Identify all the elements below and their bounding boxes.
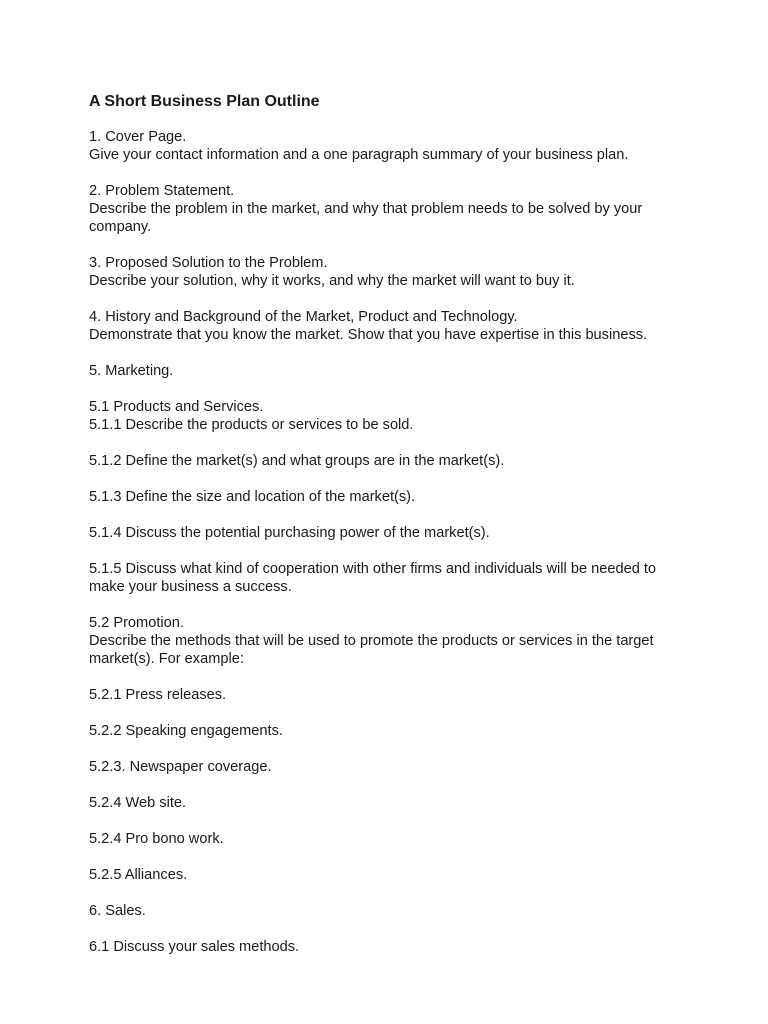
section-text: Give your contact information and a one paragraph summary of your business plan. — [89, 147, 629, 163]
outline-section — [89, 902, 689, 920]
section-heading: 3. Proposed Solution to the Problem. — [89, 255, 328, 271]
outline-section — [89, 398, 689, 434]
outline-section — [89, 686, 689, 704]
outline-body — [89, 128, 689, 956]
outline-section — [89, 830, 689, 848]
outline-section — [89, 254, 689, 290]
outline-section — [89, 722, 689, 740]
section-text: Describe your solution, why it works, and why the market will want to buy it. — [89, 273, 575, 289]
section-heading: 2. Problem Statement. — [89, 183, 235, 199]
outline-section — [89, 362, 689, 380]
outline-section — [89, 794, 689, 812]
section-heading: 5.2.2 Speaking engagements. — [89, 723, 283, 739]
section-heading: 5.2 Promotion. — [89, 615, 184, 631]
section-heading: 5.1.4 Discuss the potential purchasing power of the market(s). — [89, 525, 490, 541]
section-heading: 5.2.4 Web site. — [89, 795, 187, 811]
outline-section — [89, 866, 689, 884]
section-text: Demonstrate that you know the market. Show that you have expertise in this business. — [89, 327, 648, 343]
section-heading: 5.1.5 Discuss what kind of cooperation with other firms and individuals will be needed to make your business a success. — [89, 561, 657, 595]
outline-section — [89, 452, 689, 470]
section-text: Describe the methods that will be used to promote the products or services in the target market(s). For example: — [89, 633, 654, 667]
section-heading: 5.1.2 Define the market(s) and what groups are in the market(s). — [89, 453, 505, 469]
section-heading: 5.2.4 Pro bono work. — [89, 831, 224, 847]
section-heading: 4. History and Background of the Market, Product and Technology. — [89, 309, 518, 325]
section-heading: 5.2.5 Alliances. — [89, 867, 188, 883]
section-heading: 5.1.3 Define the size and location of the market(s). — [89, 489, 416, 505]
section-heading: 1. Cover Page. — [89, 129, 187, 145]
outline-section — [89, 614, 689, 668]
document-page — [89, 92, 689, 974]
document-title: A Short Business Plan Outline — [89, 93, 320, 110]
section-heading: 5.2.1 Press releases. — [89, 687, 227, 703]
outline-section — [89, 560, 689, 596]
section-heading: 6.1 Discuss your sales methods. — [89, 939, 300, 955]
outline-section — [89, 758, 689, 776]
section-text: Describe the problem in the market, and why that problem needs to be solved by your company. — [89, 201, 643, 235]
outline-section — [89, 938, 689, 956]
section-heading: 5.2.3. Newspaper coverage. — [89, 759, 272, 775]
outline-section — [89, 488, 689, 506]
outline-section — [89, 128, 689, 164]
outline-section — [89, 182, 689, 236]
section-heading: 5.1 Products and Services. — [89, 399, 264, 415]
section-text: 5.1.1 Describe the products or services to be sold. — [89, 417, 414, 433]
outline-section — [89, 308, 689, 344]
section-heading: 6. Sales. — [89, 903, 146, 919]
outline-section — [89, 524, 689, 542]
section-heading: 5. Marketing. — [89, 363, 174, 379]
